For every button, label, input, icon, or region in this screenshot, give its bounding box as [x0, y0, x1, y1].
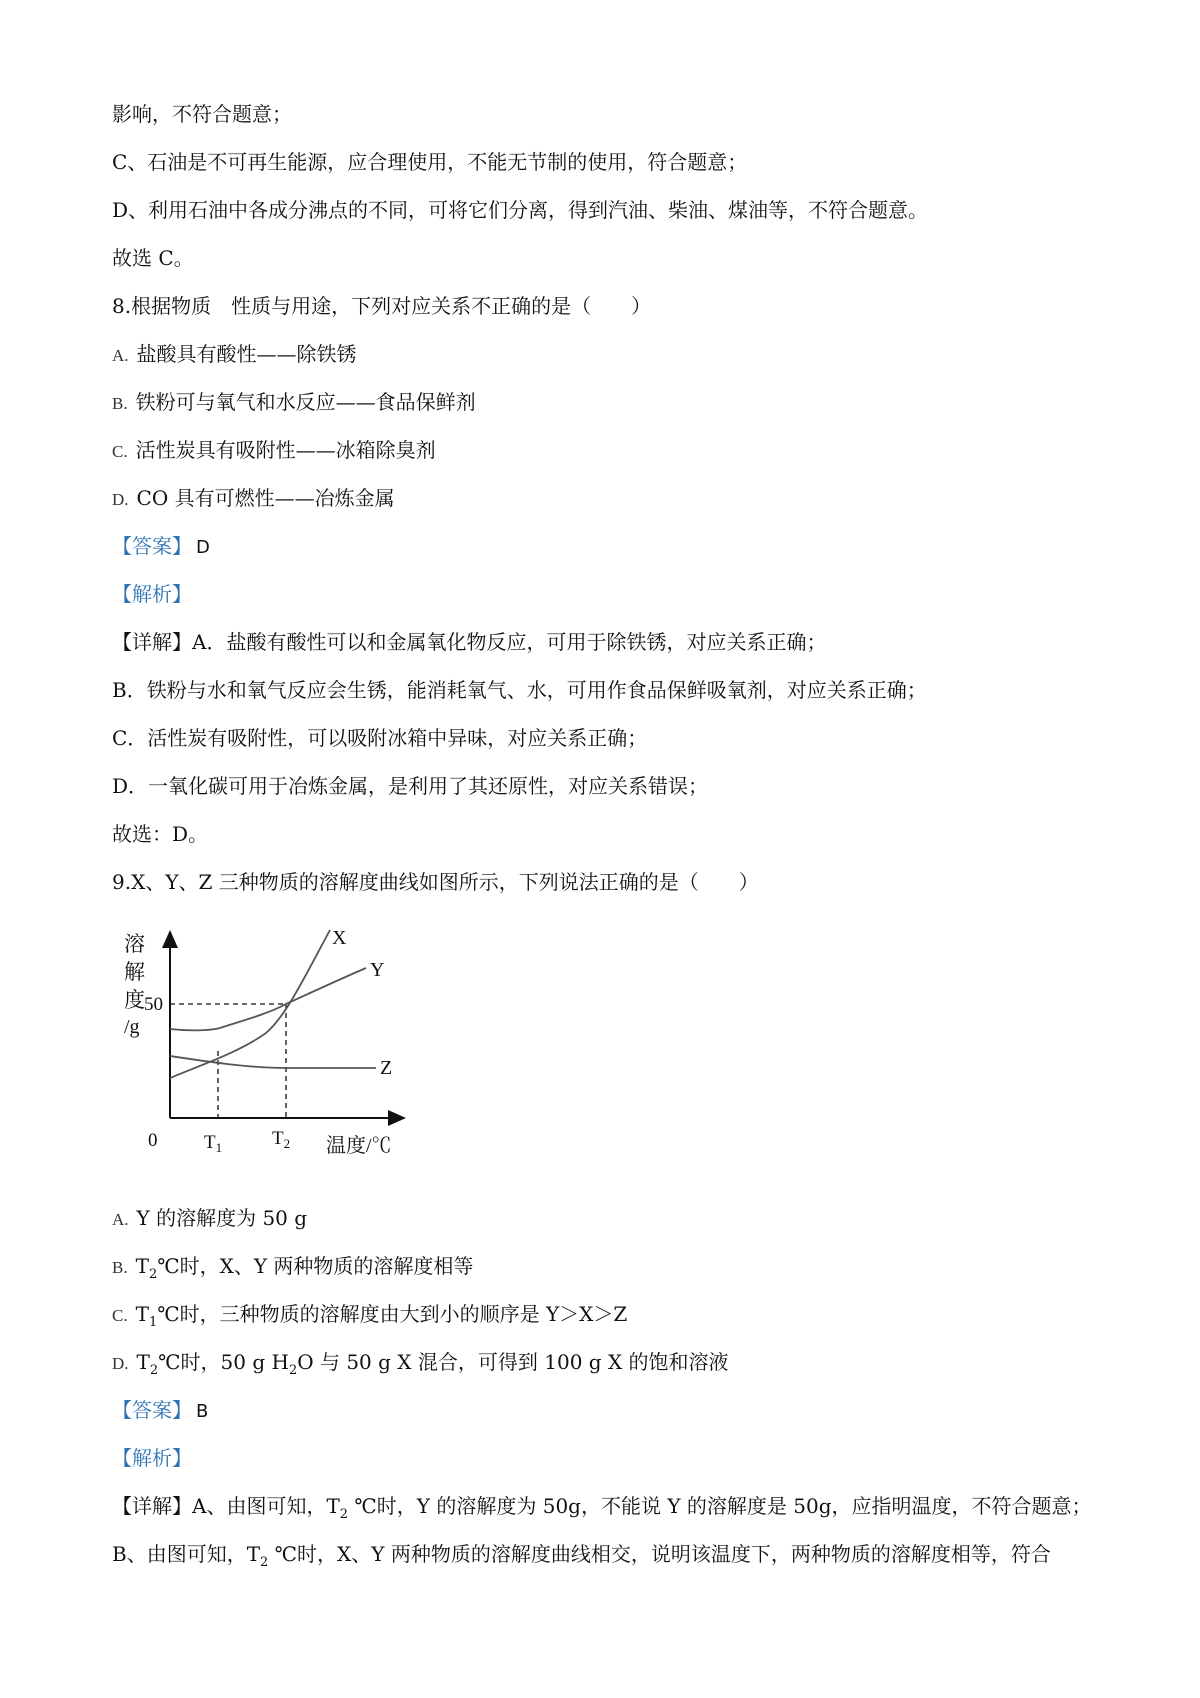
detail-text: ℃时，X、Y 两种物质的溶解度曲线相交，说明该温度下，两种物质的溶解度相等，符合 — [268, 1542, 1051, 1566]
q9-answer — [112, 1395, 208, 1427]
t2-label: $T_2$ — [272, 1128, 291, 1151]
curve-x — [170, 930, 330, 1078]
q9-option-c — [112, 1299, 627, 1338]
option-text: Y 的溶解度为 50 g — [136, 1206, 308, 1230]
q8-option-b — [112, 387, 476, 419]
temp-symbol: T — [135, 1254, 149, 1278]
q8-analysis-label: 【解析】 — [112, 582, 192, 606]
question-8-stem: 8.根据物质 性质与用途，下列对应关系不正确的是（ ） — [112, 294, 652, 318]
option-text: 活性炭具有吸附性——冰箱除臭剂 — [135, 438, 436, 462]
option-text: 盐酸具有酸性——除铁锈 — [136, 342, 357, 366]
text-line: 影响，不符合题意； — [112, 102, 292, 126]
option-text: CO 具有可燃性——冶炼金属 — [136, 486, 395, 510]
temp-subscript: 1 — [148, 1315, 158, 1330]
option-letter: A. — [112, 1210, 129, 1229]
q9-option-a — [112, 1203, 307, 1235]
q8-detail-line: D．一氧化碳可用于冶炼金属，是利用了其还原性，对应关系错误； — [112, 774, 709, 798]
y-label-char: 溶 — [124, 932, 145, 956]
origin-label: 0 — [148, 1130, 158, 1151]
temp-subscript: 2 — [148, 1267, 158, 1282]
q9-analysis-label: 【解析】 — [112, 1446, 192, 1470]
q9-option-b — [112, 1251, 473, 1290]
text-line: D、利用石油中各成分沸点的不同，可将它们分离，得到汽油、柴油、煤油等，不符合题意。 — [112, 198, 929, 222]
temp-symbol: T — [135, 1302, 149, 1326]
q8-detail-line: B．铁粉与水和氧气反应会生锈，能消耗氧气、水，可用作食品保鲜吸氧剂，对应关系正确； — [112, 678, 927, 702]
t1-label: $T_1$ — [204, 1132, 223, 1155]
option-letter: A. — [112, 346, 129, 365]
option-text: ℃时，50 g H — [158, 1350, 289, 1374]
q8-detail-line: 故选：D。 — [112, 822, 209, 846]
y-tick-50: 50 — [144, 994, 163, 1015]
detail-text: 【详解】A、由图可知，T — [112, 1494, 340, 1518]
series-label-y: Y — [370, 959, 385, 981]
answer-label: 【答案】 — [112, 534, 192, 558]
option-text: ℃时，X、Y 两种物质的溶解度相等 — [157, 1254, 474, 1278]
temp-symbol: T — [136, 1350, 150, 1374]
option-letter: C. — [112, 442, 128, 461]
option-letter: C. — [112, 1306, 128, 1325]
answer-label: 【答案】 — [112, 1398, 192, 1422]
answer-value: D — [196, 537, 210, 558]
curve-y — [170, 968, 366, 1030]
question-9-stem: 9.X、Y、Z 三种物质的溶解度曲线如图所示，下列说法正确的是（ ） — [112, 870, 759, 894]
q9-detail-a — [112, 1491, 1092, 1530]
q8-option-d — [112, 483, 395, 515]
option-letter: B. — [112, 394, 128, 413]
y-label-char: 度 — [124, 988, 145, 1012]
text-line: 故选 C。 — [112, 246, 194, 270]
x-axis-label: 温度/℃ — [326, 1135, 392, 1157]
q9-detail-b — [112, 1539, 1051, 1578]
temp-subscript: 2 — [149, 1363, 159, 1378]
q9-option-d — [112, 1347, 729, 1386]
option-text: O 与 50 g X 混合，可得到 100 g X 的饱和溶液 — [297, 1350, 729, 1374]
solubility-curve-figure — [108, 918, 428, 1168]
series-label-x: X — [332, 927, 347, 949]
q8-detail-line: C．活性炭有吸附性，可以吸附冰箱中异味，对应关系正确； — [112, 726, 648, 750]
option-letter: D. — [112, 1354, 129, 1373]
temp-subscript: 2 — [260, 1555, 269, 1570]
series-label-z: Z — [380, 1057, 393, 1079]
q8-detail-line: 【详解】A．盐酸有酸性可以和金属氧化物反应，可用于除铁锈，对应关系正确； — [112, 630, 827, 654]
y-label-char: 解 — [124, 960, 145, 984]
q8-option-c — [112, 435, 436, 467]
option-text: 铁粉可与氧气和水反应——食品保鲜剂 — [135, 390, 476, 414]
temp-subscript: 2 — [339, 1507, 349, 1522]
option-letter: D. — [112, 490, 129, 509]
y-label-char: /g — [124, 1016, 140, 1038]
answer-value: B — [196, 1401, 209, 1422]
option-text: ℃时，三种物质的溶解度由大到小的顺序是 Y＞X＞Z — [157, 1302, 628, 1326]
text-line: C、石油是不可再生能源，应合理使用，不能无节制的使用，符合题意； — [112, 150, 748, 174]
detail-text: B、由图可知，T — [112, 1542, 261, 1566]
q8-answer — [112, 531, 210, 563]
q8-option-a — [112, 339, 357, 371]
detail-text: ℃时，Y 的溶解度为 50g，不能说 Y 的溶解度是 50g，应指明温度，不符合题意； — [348, 1494, 1092, 1518]
formula-subscript: 2 — [288, 1363, 298, 1378]
option-letter: B. — [112, 1258, 128, 1277]
